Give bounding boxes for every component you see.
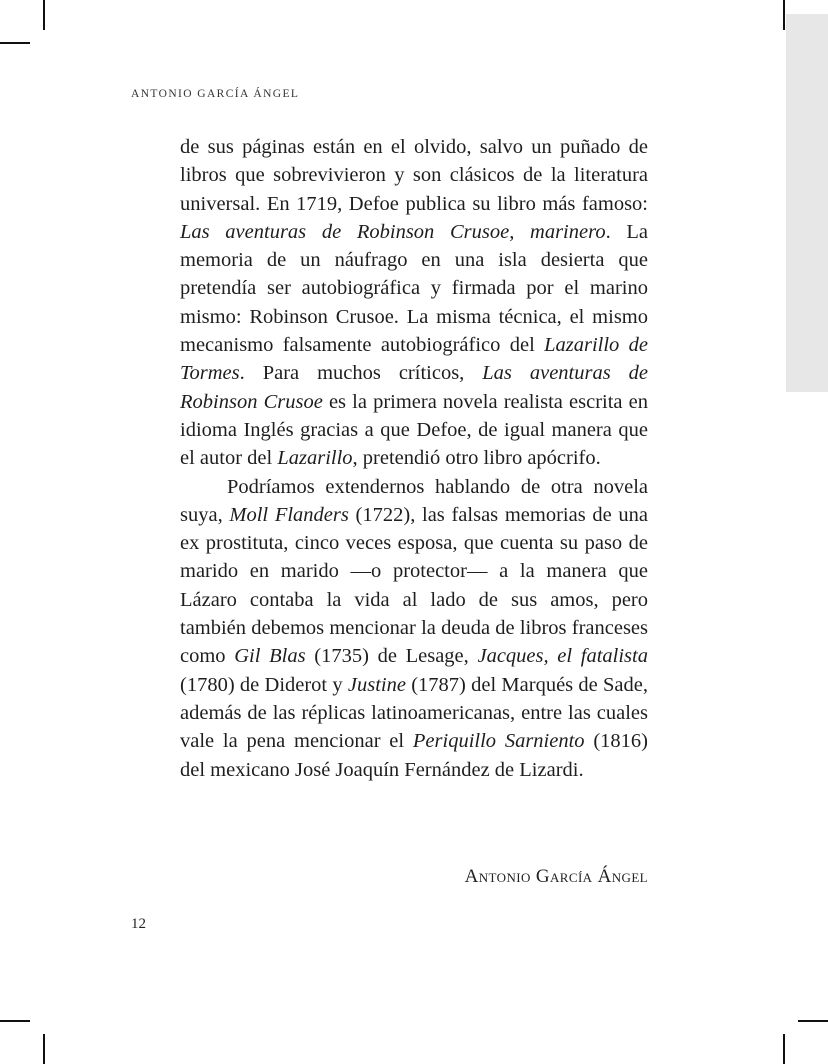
crop-mark-top-left-h	[0, 42, 30, 44]
page-edge-strip	[786, 14, 828, 392]
book-title-robinson-crusoe: Las aventuras de Robinson Crusoe	[180, 362, 649, 413]
crop-mark-bottom-left-v	[43, 1034, 45, 1064]
paragraph-1	[180, 133, 648, 473]
paragraph-1-run: . Para muchos críticos,	[239, 362, 483, 385]
paragraph-2-run: (1735) de Lesage,	[305, 645, 478, 668]
paragraph-1-run: de sus páginas están en el olvido, salvo un puñado de libros que sobrevivieron y son clásicos de la literatura universal. En 1719, Defoe publica su libro más famoso:	[180, 136, 648, 215]
running-head: ANTONIO GARCÍA ÁNGEL	[131, 88, 300, 100]
crop-mark-bottom-right-h	[798, 1020, 828, 1022]
book-title-lazarillo: Lazarillo	[277, 447, 353, 470]
paragraph-1-run: es la primera novela realista escrita en idioma Inglés gracias a que Defoe, de igual manera que el autor del	[180, 390, 648, 470]
crop-mark-bottom-left-h	[0, 1020, 30, 1022]
book-title-jacques-el-fatalista: Jacques, el fatalista	[477, 645, 648, 668]
author-signature: Antonio García Ángel	[464, 866, 648, 887]
paragraph-2-run: Podríamos extendernos hablando de otra novela suya,	[180, 475, 648, 526]
paragraph-2-run: (1780) de Diderot y	[180, 673, 348, 696]
body-text	[180, 133, 648, 784]
book-title-justine: Justine	[347, 673, 406, 696]
book-title-periquillo-sarniento: Periquillo Sarniento	[412, 730, 585, 753]
book-title-lazarillo-de-tormes: Lazarillo de Tormes	[180, 334, 648, 385]
paragraph-1-run: . La memoria de un náufrago en una isla desierta que pretendía ser autobiográfica y firmada por el marino mismo: Robinson Crusoe. La misma técnica, el mismo mecanismo falsamente autobiográfico del	[180, 220, 649, 357]
paragraph-2-run: (1816) del mexicano José Joaquín Fernández de Lizardi.	[180, 730, 648, 781]
page-number: 12	[131, 916, 146, 932]
paragraph-2-run: (1787) del Marqués de Sade, además de las réplicas latinoamericanas, entre las cuales vale la pena mencionar el	[180, 673, 648, 753]
book-title-robinson-crusoe-marinero: Las aventuras de Robinson Crusoe, marinero	[180, 220, 606, 243]
paragraph-1-run: , pretendió otro libro apócrifo.	[352, 447, 601, 470]
book-title-gil-blas: Gil Blas	[234, 645, 306, 668]
crop-mark-top-right-v	[783, 0, 785, 30]
crop-mark-top-left-v	[43, 0, 45, 30]
crop-mark-bottom-right-v	[783, 1034, 785, 1064]
paragraph-2-run: (1722), las falsas memorias de una ex prostituta, cinco veces esposa, que cuenta su paso de marido en marido —o protector— a la manera que Lázaro contaba la vida al lado de sus amos, pero también debemos mencionar la deuda de libros franceses como	[180, 503, 649, 668]
paragraph-2	[180, 473, 648, 784]
book-title-moll-flanders: Moll Flanders	[229, 503, 349, 526]
